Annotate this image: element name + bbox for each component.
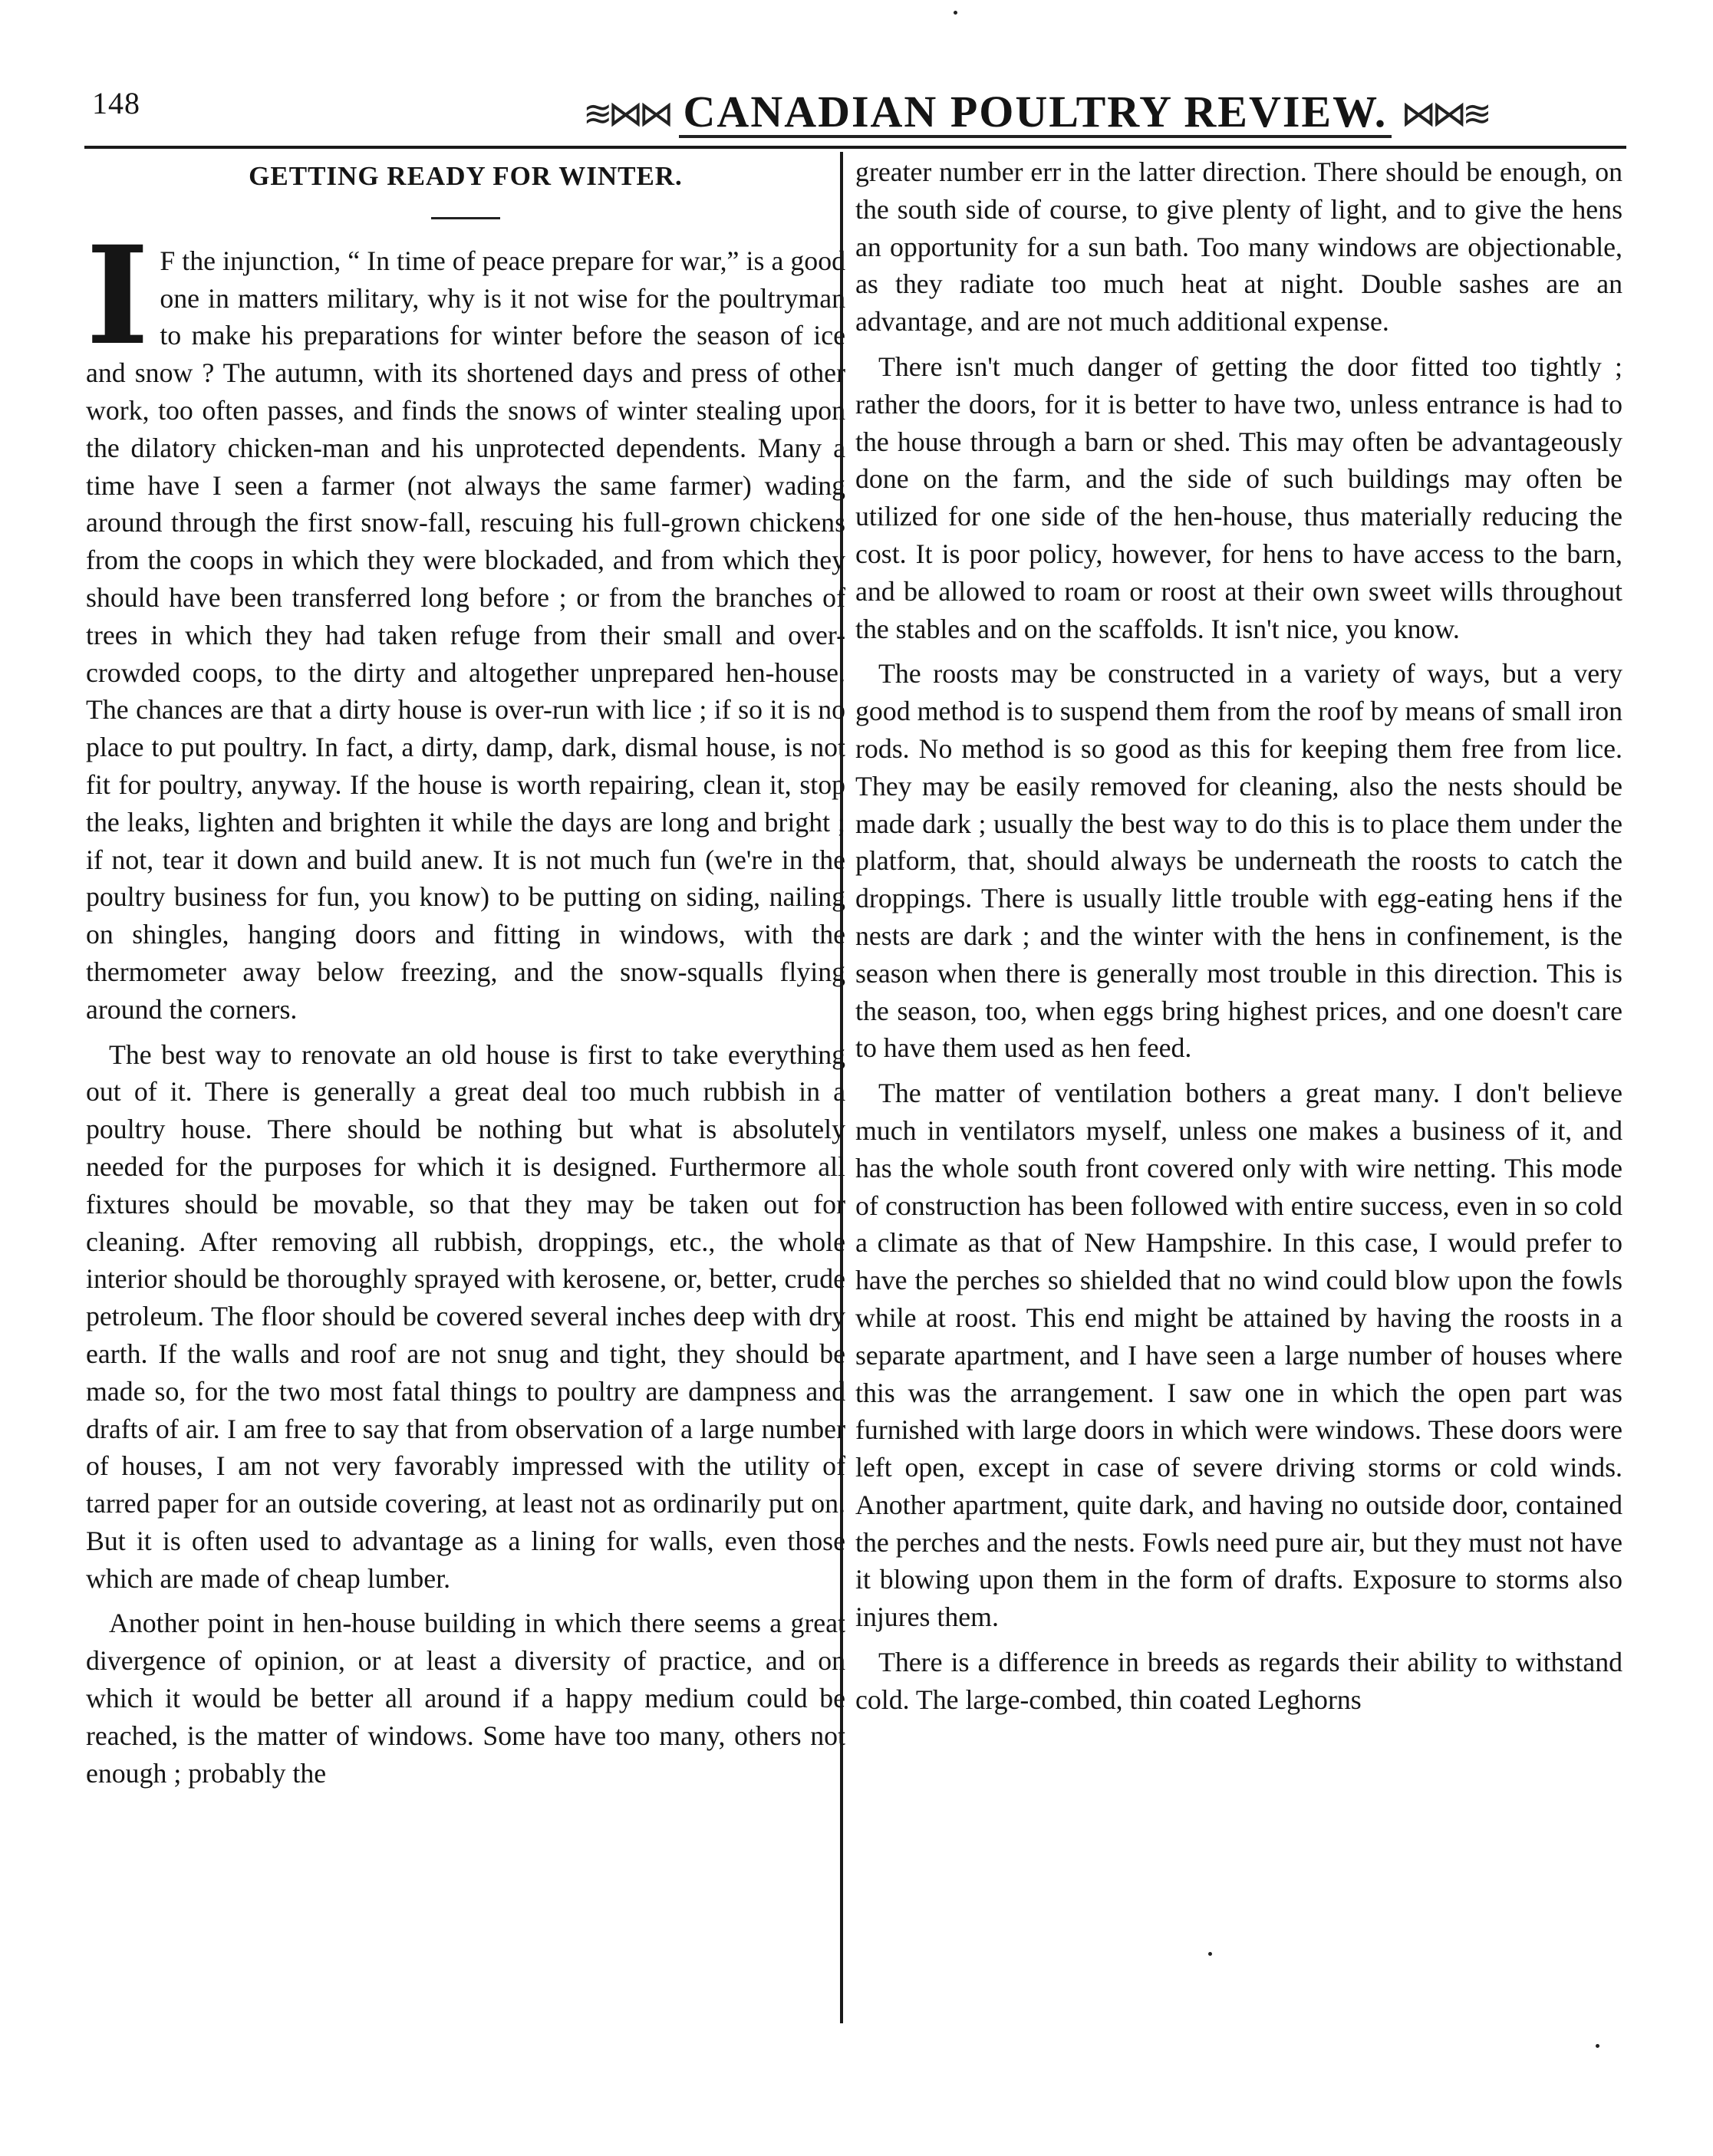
paragraph: The best way to renovate an old house is first to take everything out of it. There is generally a great deal too much rubbish in a poultry house. There should be nothing but what is absolutely needed for the purposes for which it is designed. Furthermore all fixtures should be movable, so that they may be taken out for cleaning. After removing all rubbish, droppings, etc., the whole interior should be thoroughly sprayed with kerosene, or, better, crude petroleum. The floor should be covered several inches deep with dry earth. If the walls and roof are not snug and tight, they should be made so, for the two most fatal things to poultry are dampness and drafts of air. I am free to say that from observation of a large number of houses, I am not very favorably impressed with the utility of tarred paper for an outside covering, at least not as ordinarily put on. But it is often used to advantage as a lining for walls, even those which are made of cheap lumber.: [86, 1039, 845, 1594]
scan-speck: [1208, 1952, 1212, 1956]
article-title: GETTING READY FOR WINTER.: [249, 161, 683, 191]
right-column: [855, 153, 1622, 1726]
masthead: [583, 81, 1487, 146]
scan-speck: [1596, 2044, 1599, 2048]
left-column: [86, 153, 845, 1799]
title-rule: [431, 217, 500, 219]
header-rule: [84, 146, 1626, 149]
journal-title: CANADIAN POULTRY REVIEW.: [679, 89, 1392, 139]
paragraph: There is a difference in breeds as regards their ability to withstand cold. The large-combed, thin coated Leghorns: [855, 1647, 1622, 1715]
paragraph-text: F the injunction, “ In time of peace prepare for war,” is a good one in matters military, why is it not wise for the poultryman to make his preparations for winter before the season of ice and snow ? The autumn, with its shortened days and press of other work, too often passes, and finds the snows of winter stealing upon the dilatory chicken-man and his unprotected dependents. Many a time have I seen a farmer (not always the same farmer) wading around through the first snow-fall, rescuing his full-grown chickens from the coops in which they were blockaded, and from which they should have been transferred long before ; or from the branches of trees in which they had taken refuge from their small and over-crowded coops, to the dirty and altogether unprepared hen-house. The chances are that a dirty house is over-run with lice ; if so it is no place to put poultry. In fact, a dirty, damp, dark, dismal house, is not fit for poultry, anyway. If the house is worth repairing, clean it, stop the leaks, lighten and brighten it while the days are long and bright ; if not, tear it down and build anew. It is not much fun (we're in the poultry business for fun, you know) to be putting on siding, nailing on shingles, hanging doors and fitting in windows, with the thermometer away below freezing, and the snow-squalls flying around the corners.: [86, 245, 845, 1025]
ornament-left-icon: ≋⋈⋈: [583, 94, 670, 133]
drop-cap: I: [86, 216, 150, 375]
paragraph: Another point in hen-house building in which there seems a great divergence of opinion, or at least a diversity of practice, and on which it would be better all around if a happy medium could be reached, is the matter of windows. Some have too many, others not enough ; probably the: [86, 1608, 845, 1789]
paragraph: There isn't much danger of getting the door fitted too tightly ; rather the doors, for it is better to have two, unless entrance is had to the house through a barn or shed. This may often be advantageously done on the farm, and the side of such buildings may often be utilized for one side of the hen-house, thus materially reducing the cost. It is poor policy, however, for hens to have access to the barn, and be allowed to roam or roost at their own sweet wills throughout the stables and on the scaffolds. It isn't nice, you know.: [855, 351, 1622, 644]
paragraph: The roosts may be constructed in a variety of ways, but a very good method is to suspend them from the roof by means of small iron rods. No method is so good as this for keeping them free from lice. They may be easily removed for cleaning, also the nests should be made dark ; usually the best way to do this is to place them under the platform, that, should always be underneath the roosts to catch the droppings. There is usually little trouble with egg-eating hens if the nests are dark ; and the winter with the hens in confinement, is the season when there is generally most trouble in this direction. This is the season, too, when eggs bring highest prices, and one doesn't care to have them used as hen feed.: [855, 658, 1622, 1064]
ornament-right-icon: ⋈⋈≋: [1401, 94, 1487, 133]
paragraph-continued: greater number err in the latter direction. There should be enough, on the south side of course, to give plenty of light, and to give the hens an opportunity for a sun bath. Too many windows are objectionable, as they radiate too much heat at night. Double sashes are an advantage, and are not much additional expense.: [855, 156, 1622, 337]
page-header: [84, 81, 1626, 150]
paragraph: [86, 216, 845, 1029]
paragraph: The matter of ventilation bothers a great many. I don't believe much in ventilators myself, unless one makes a business of it, and has the whole south front covered only with wire netting. This mode of construction has been followed with entire success, even in so cold a climate as that of New Hampshire. In this case, I would prefer to have the perches so shielded that no wind could blow upon the fowls while at roost. This end might be attained by having the roosts in a separate apartment, and I have seen a large number of houses where this was the arrangement. I saw one in which the open part was furnished with large doors in which were windows. These doors were left open, except in case of severe driving storms or cold winds. Another apartment, quite dark, and having no outside door, contained the perches and the nests. Fowls need pure air, but they must not have it blowing upon them in the form of drafts. Exposure to storms also injures them.: [855, 1078, 1622, 1633]
page-number: 148: [92, 86, 140, 120]
scan-speck: [954, 11, 957, 15]
